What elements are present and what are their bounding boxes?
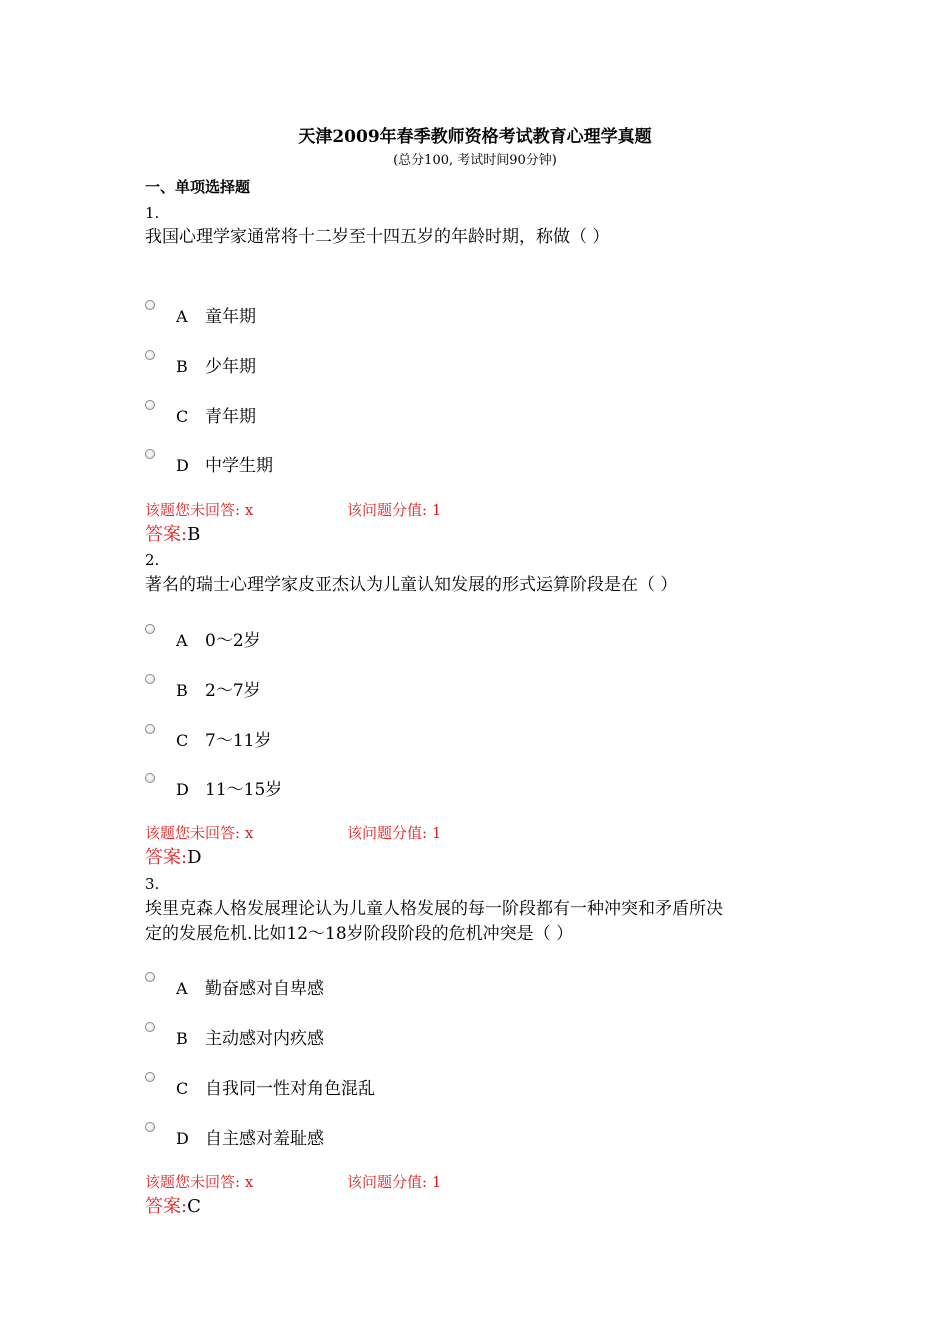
radio-button[interactable] <box>145 400 155 410</box>
option-letter: C <box>176 1079 189 1098</box>
answer-value: B <box>187 524 201 545</box>
page-subtitle: (总分100, 考试时间90分钟) <box>393 153 557 168</box>
question-number: 3. <box>145 875 160 893</box>
correct-answer <box>145 847 202 869</box>
radio-button[interactable] <box>145 350 155 360</box>
option-text: 自主感对羞耻感 <box>205 1129 324 1149</box>
option-text: 少年期 <box>205 357 256 377</box>
option-letter: C <box>176 407 189 426</box>
option-text: 自我同一性对角色混乱 <box>205 1079 375 1099</box>
section-title: 一、单项选择题 <box>145 178 251 196</box>
radio-button[interactable] <box>145 1072 155 1082</box>
radio-button[interactable] <box>145 300 155 310</box>
question-text-line-1: 埃里克森人格发展理论认为儿童人格发展的每一阶段都有一种冲突和矛盾所决 <box>145 899 723 919</box>
question-text: 著名的瑞士心理学家皮亚杰认为儿童认知发展的形式运算阶段是在（ ） <box>145 575 678 595</box>
option-text: 主动感对内疚感 <box>205 1029 324 1049</box>
question-score: 该问题分值: 1 <box>347 501 442 519</box>
correct-answer <box>145 524 200 546</box>
question-score: 该问题分值: 1 <box>347 824 442 842</box>
option-letter: D <box>176 456 189 475</box>
page-title: 天津2009年春季教师资格考试教育心理学真题 <box>298 127 652 147</box>
radio-button[interactable] <box>145 724 155 734</box>
question-text-line-2: 定的发展危机.比如12～18岁阶段阶段的危机冲突是（ ） <box>145 924 574 944</box>
radio-button[interactable] <box>145 449 155 459</box>
question-score: 该问题分值: 1 <box>347 1173 442 1191</box>
answer-label: 答案: <box>145 524 188 545</box>
answer-value: D <box>187 847 202 868</box>
answer-status <box>145 1172 442 1192</box>
radio-button[interactable] <box>145 624 155 634</box>
option-text: 勤奋感对自卑感 <box>205 979 324 999</box>
option-text: 11～15岁 <box>205 780 283 800</box>
option-letter: B <box>176 1029 188 1048</box>
radio-button[interactable] <box>145 972 155 982</box>
radio-button[interactable] <box>145 1022 155 1032</box>
answer-status <box>145 500 442 520</box>
answer-label: 答案: <box>145 847 188 868</box>
question-number: 2. <box>145 551 160 569</box>
question-text: 我国心理学家通常将十二岁至十四五岁的年龄时期，称做（ ） <box>145 227 610 247</box>
option-letter: C <box>176 731 189 750</box>
unanswered-status: 该题您未回答: x <box>145 824 254 842</box>
option-text: 0～2岁 <box>205 631 261 651</box>
correct-answer <box>145 1196 201 1218</box>
option-text: 中学生期 <box>205 456 273 476</box>
option-text: 7～11岁 <box>205 731 272 751</box>
option-text: 童年期 <box>205 307 256 327</box>
answer-status <box>145 823 442 843</box>
unanswered-status: 该题您未回答: x <box>145 501 254 519</box>
question-number: 1. <box>145 204 160 222</box>
option-letter: A <box>176 979 188 998</box>
option-text: 2～7岁 <box>205 681 261 701</box>
option-letter: B <box>176 681 188 700</box>
option-letter: D <box>176 1129 189 1148</box>
option-letter: D <box>176 780 189 799</box>
option-letter: B <box>176 357 188 376</box>
option-letter: A <box>176 307 188 326</box>
answer-value: C <box>187 1196 201 1217</box>
answer-label: 答案: <box>145 1196 188 1217</box>
radio-button[interactable] <box>145 674 155 684</box>
radio-button[interactable] <box>145 1122 155 1132</box>
option-text: 青年期 <box>205 407 256 427</box>
unanswered-status: 该题您未回答: x <box>145 1173 254 1191</box>
option-letter: A <box>176 631 188 650</box>
radio-button[interactable] <box>145 773 155 783</box>
